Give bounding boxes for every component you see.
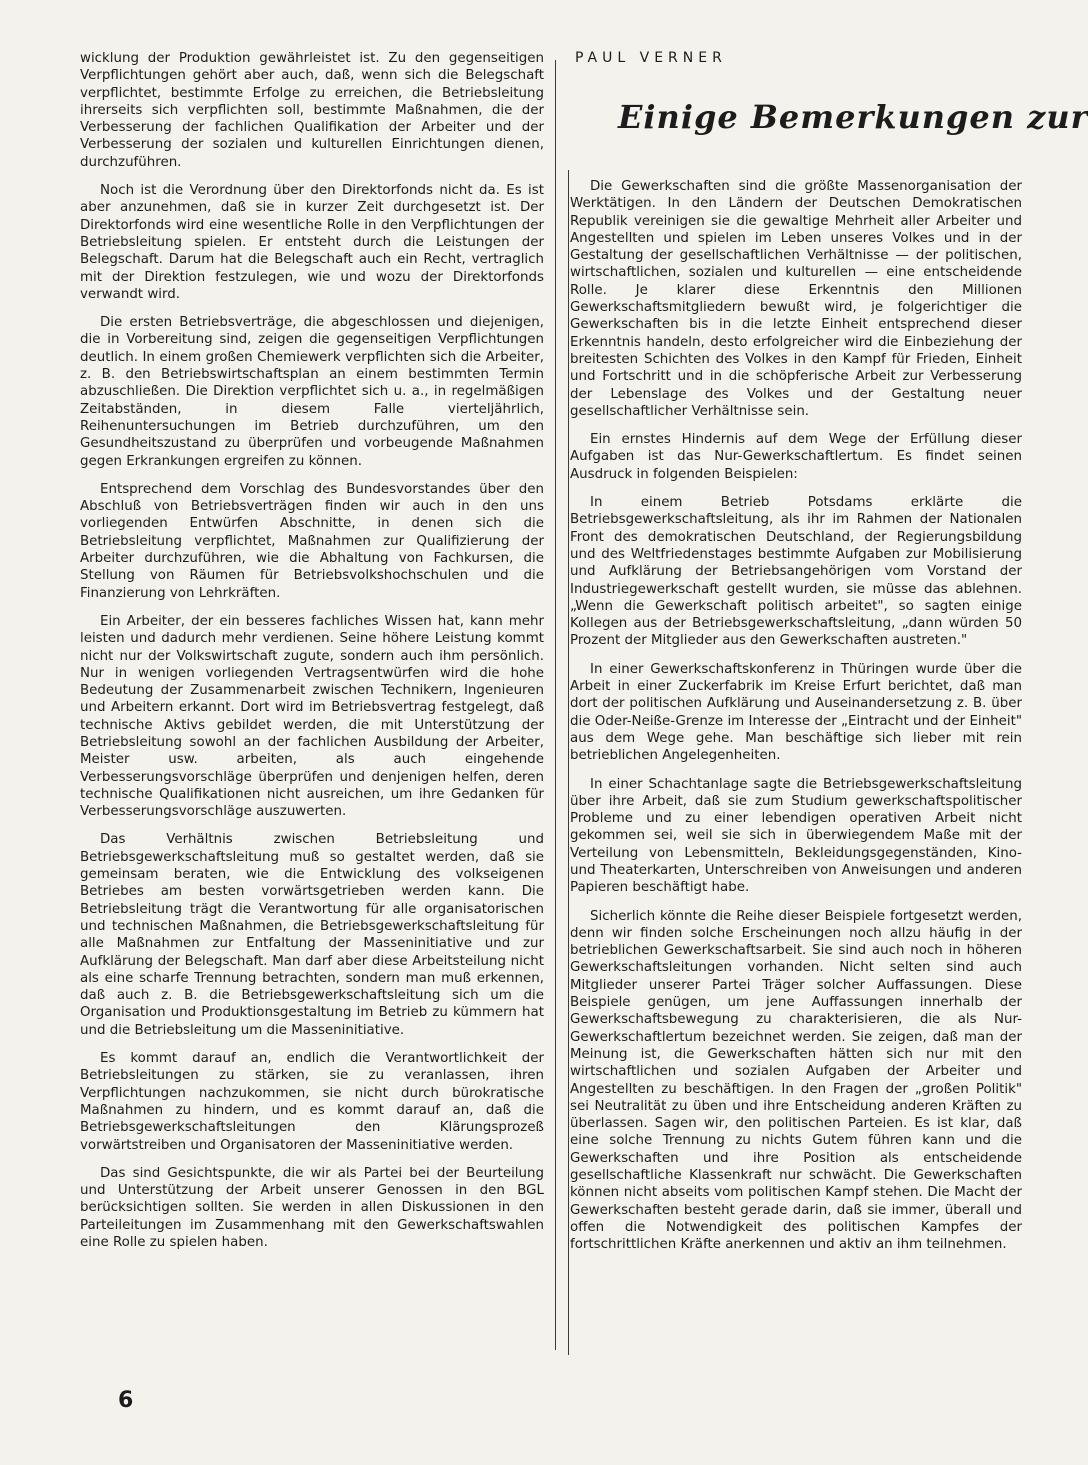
paragraph: wicklung der Produktion gewährleistet ist. Zu den gegenseitigen Verpflichtungen gehört aber auch, daß, wenn sich die Belegschaft verpflichtet, bestimmte Erfolge zu erreichen, die Betriebsleitung ihrerseits sich verpflichten soll, bestimmte Maßnahmen, die der Verbesserung der fachlichen Qualifikation der Arbeiter und der Verbesserung der sozialen und kulturellen Einrichtungen dienen, durchzuführen. [80, 51, 544, 170]
paragraph: Die Gewerkschaften sind die größte Massenorganisation der Werktätigen. In den Ländern der Deutschen Demokratischen Republik vereinigen sie die gewaltige Mehrheit aller Arbeiter und Angestellten und spielen im Leben unseres Volkes und in der Gestaltung der gesellschaftlichen Verhältnisse — der politischen, wirtschaftlichen, sozialen und kulturellen — eine entscheidende Rolle. Je klarer diese Erkenntnis den Millionen Gewerkschaftsmitgliedern bewußt wird, je folgerichtiger die Gewerkschaften bis in die letzte Einheit entsprechend dieser Erkenntnis handeln, desto erfolgreicher wird die Einbeziehung der breitesten Schichten des Volkes in den Kampf für Frieden, Einheit und Fortschritt und in die schöpferische Arbeit zur Verbesserung der Lebenslage des Volkes und der Gestaltung neuer gesellschaftlicher Verhältnisse sein. [570, 179, 1022, 419]
paragraph: Entsprechend dem Vorschlag des Bundesvorstandes über den Abschluß von Betriebsverträgen finden wir auch in den uns vorliegenden Entwürfen Abschnitte, in denen sich die Betriebsleitung verpflichtet, Maßnahmen zur Qualifizierung der Arbeiter durchzuführen, wie die Abhaltung von Fachkursen, die Stellung von Räumen für Betriebsvolkshochschulen und die Finanzierung von Lehrkräften. [80, 481, 544, 601]
paragraph: Die ersten Betriebsverträge, die abgeschlossen und diejenigen, die in Vorbereitung sind, zeigen die gegenseitigen Verpflichtungen deutlich. In einem großen Chemiewerk verpflichten sich die Arbeiter, z. B. den Betriebswirtschaftsplan an einem bestimmten Termin abzuschließen. Die Direktion verpflichtet sich u. a., in regelmäßigen Zeitabständen, in diesem Falle vierteljährlich, Reihenuntersuchungen im Betrieb durchzuführen, um den Gesundheitszustand zu überprüfen und vorbeugende Maßnahmen gegen Erkrankungen ergreifen zu können. [80, 315, 544, 469]
paragraph: Das sind Gesichtspunkte, die wir als Partei bei der Beurteilung und Unterstützung der Arbeit unserer Genossen in den BGL berücksichtigen sollten. Sie werden in allen Diskussionen in den Parteileitungen im Zusammenhang mit den Gewerkschaftswahlen eine Rolle zu spielen haben. [80, 1165, 544, 1250]
paragraph: In einer Gewerkschaftskonferenz in Thüringen wurde über die Arbeit in einer Zuckerfabrik im Kreise Erfurt berichtet, daß man dort der politischen Aufklärung und Auseinandersetzung z. B. über die Oder-Neiße-Grenze im Interesse der „Eintracht und der Einheit" aus dem Wege gehe. Man beschäftige sich lieber mit rein betrieblichen Angelegenheiten. [570, 661, 1022, 764]
paragraph: Ein ernstes Hindernis auf dem Wege der Erfüllung dieser Aufgaben ist das Nur-Gewerkschaftlertum. Es findet seinen Ausdruck in folgenden Beispielen: [570, 432, 1022, 482]
right-text-column [570, 178, 1022, 1265]
left-text-column [80, 50, 544, 1262]
paragraph: In einem Betrieb Potsdams erklärte die Betriebsgewerkschaftsleitung, als ihr im Rahmen der Nationalen Front des demokratischen Deutschland, der Regierungsbildung und des Weltfriedenstages bestimmte Aufgaben zur Mobilisierung und Aufklärung der Betriebsangehörigen vom Vorstand der Industriegewerkschaft gestellt wurden, sie müsse das ablehnen. „Wenn die Gewerkschaft politisch arbeitet", so sagten einige Kollegen aus der Betriebsgewerkschaftsleitung, „dann würden 50 Prozent der Mitglieder aus den Gewerkschaften austreten." [570, 495, 1022, 649]
paragraph: Es kommt darauf an, endlich die Verantwortlichkeit der Betriebsleitungen zu stärken, sie zu veranlassen, ihren Verpflichtungen nachzukommen, sie nicht durch bürokratische Maßnahmen zu hindern, und es kommt darauf an, daß die Betriebsgewerkschaftsleitungen den Klärungsprozeß vorwärtstreiben und Organisatoren der Masseninitiative werden. [80, 1051, 544, 1153]
paragraph: Sicherlich könnte die Reihe dieser Beispiele fortgesetzt werden, denn wir finden solche Erscheinungen noch allzu häufig in der betrieblichen Gewerkschaftsarbeit. Sie sind auch noch in höheren Gewerkschaftsleitungen vorhanden. Nicht selten sind auch Mitglieder unserer Partei Träger solcher Auffassungen. Diese Beispiele genügen, um jene Auffassungen innerhalb der Gewerkschaftsbewegung zu charakterisieren, die als Nur-Gewerkschaftlertum bezeichnet werden. Sie zeigen, daß man der Meinung ist, die Gewerkschaften hätten sich nur mit den wirtschaftlichen und sozialen Aufgaben der Arbeiter und Angestellten zu beschäftigen. In den Fragen der „großen Politik" sei Neutralität zu üben und ihre Entscheidung anderen Kräften zu überlassen. Sagen wir, den politischen Parteien. Es ist klar, daß eine solche Trennung zu nichts Gutem führen kann und die Gewerkschaften und ihre Position als entscheidende gesellschaftliche Klassenkraft nur schwächt. Die Gewerkschaften können nicht abseits vom politischen Kampf stehen. Die Macht der Gewerkschaften besteht gerade darin, daß sie immer, überall und offen die Notwendigkeit des politischen Kampfes der fortschrittlichen Kräfte anerkennen und aktiv an ihm teilnehmen. [570, 908, 1022, 1253]
paragraph: In einer Schachtanlage sagte die Betriebsgewerkschaftsleitung über ihre Arbeit, daß sie zum Studium gewerkschaftspolitischer Probleme und zu einer lebendigen operativen Arbeit nicht gekommen sei, weil sie sich in überwiegendem Maße mit der Verteilung von Lebensmitteln, Bekleidungsgegenständen, Kino- und Theaterkarten, Unterschreiben von Anweisungen und anderen Papieren beschäftigt habe. [570, 776, 1022, 896]
author-name: PAUL VERNER [575, 50, 727, 66]
paragraph: Das Verhältnis zwischen Betriebsleitung und Betriebsgewerkschaftsleitung muß so gestaltet werden, daß sie gemeinsam beraten, wie die Entwicklung des volkseigenen Betriebes am besten vorwärtsgetrieben werden kann. Die Betriebsleitung trägt die Verantwortung für alle organisatorischen und technischen Maßnahmen, die Betriebsgewerkschaftsleitung für alle Maßnahmen zur Entfaltung der Masseninitiative und zur Aufklärung der Belegschaft. Man darf aber diese Arbeitsteilung nicht als eine scharfe Trennung betrachten, sondern man muß erkennen, daß auch z. B. die Betriebsgewerkschaftsleitung sich um die Organisation und Produktionsgestaltung im Betrieb zu kümmern hat und die Betriebsleitung um die Masseninitiative. [80, 832, 544, 1038]
column-divider [555, 60, 556, 1350]
paragraph: Ein Arbeiter, der ein besseres fachliches Wissen hat, kann mehr leisten und dadurch mehr verdienen. Seine höhere Leistung kommt nicht nur der Volkswirtschaft zugute, sondern auch ihm persönlich. Nur in wenigen vorliegenden Vertragsentwürfen wird die hohe Bedeutung der Zusammenarbeit zwischen Technikern, Ingenieuren und Arbeitern erkannt. Dort wird im Betriebsvertrag festgelegt, daß technische Aktivs gebildet werden, die mit Unterstützung der Betriebsleitung sowohl an der fachlichen Ausbildung der Arbeiter, Meister usw. arbeiten, als auch eingehende Verbesserungsvorschläge überprüfen und denjenigen helfen, deren technische Qualifikationen nicht ausreichen, um ihre Gedanken für Verbesserungsvorschläge auszuwerten. [80, 613, 544, 820]
paragraph: Noch ist die Verordnung über den Direktorfonds nicht da. Es ist aber anzunehmen, daß sie in kurzer Zeit durchgesetzt ist. Der Direktorfonds wird eine wesentliche Rolle in den Verpflichtungen der Betriebsleitung spielen. Er entsteht durch die Leistungen der Belegschaft. Darum hat die Belegschaft auch ein Recht, vertraglich mit der Direktion festzulegen, wie und wozu der Direktorfonds verwandt wird. [80, 183, 544, 302]
column-divider [568, 170, 569, 1355]
page-number: 6 [118, 1388, 134, 1413]
article-headline: Einige Bemerkungen zur [618, 98, 1088, 136]
